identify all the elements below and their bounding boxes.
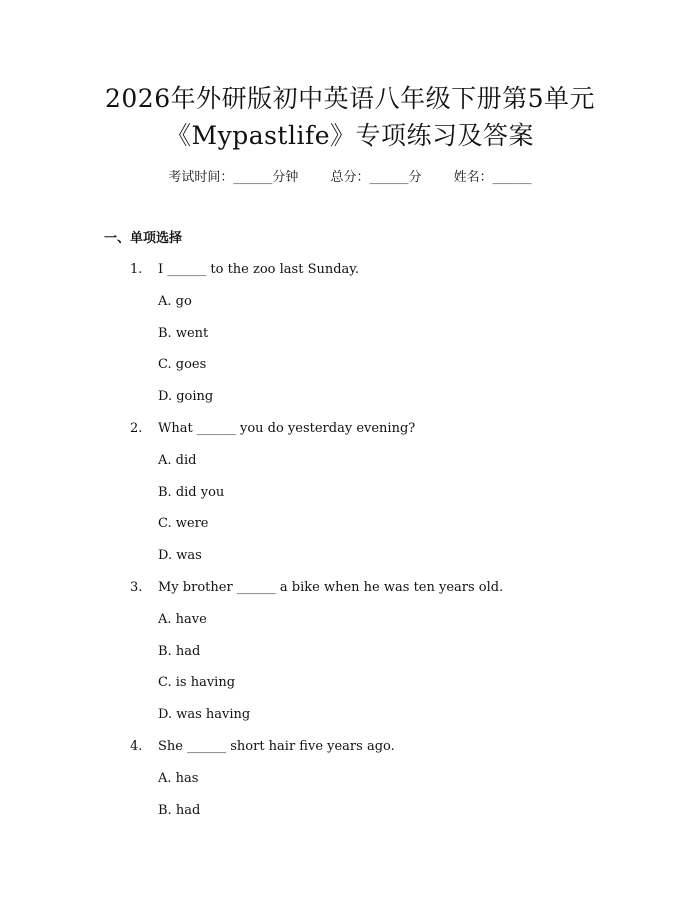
option-line bbox=[0, 704, 700, 736]
option-a: A. has bbox=[158, 770, 199, 786]
document-title-line-1: 2026年外研版初中英语八年级下册第5单元 bbox=[104, 84, 596, 113]
exam-total-score: 总分：______分 bbox=[330, 170, 422, 185]
option-line bbox=[0, 323, 700, 355]
question bbox=[0, 736, 700, 831]
option-a: A. go bbox=[158, 293, 192, 309]
option-line bbox=[0, 672, 700, 704]
option-d: D. was bbox=[158, 548, 202, 564]
document-title-line-2: 《Mypastlife》专项练习及答案 bbox=[165, 121, 535, 150]
question-number: 2. bbox=[130, 420, 143, 436]
option-line bbox=[0, 291, 700, 323]
option-line bbox=[0, 450, 700, 482]
question-number: 1. bbox=[130, 262, 143, 277]
question-line bbox=[0, 418, 700, 450]
option-d: D. going bbox=[158, 389, 214, 405]
question bbox=[0, 259, 700, 418]
option-line bbox=[0, 609, 700, 641]
option-c: C. is having bbox=[158, 675, 236, 691]
option-b: B. had bbox=[158, 643, 201, 659]
student-name: 姓名：______ bbox=[453, 170, 532, 185]
question bbox=[0, 577, 700, 736]
option-line bbox=[0, 768, 700, 800]
option-line bbox=[0, 482, 700, 514]
option-b: B. did you bbox=[158, 484, 225, 500]
option-line bbox=[0, 641, 700, 673]
question-text: What ______ you do yesterday evening? bbox=[158, 420, 416, 436]
option-c: C. were bbox=[158, 516, 209, 532]
option-line bbox=[0, 354, 700, 386]
exam-time: 考试时间：______分钟 bbox=[168, 170, 299, 185]
option-a: A. did bbox=[158, 452, 197, 468]
option-d: D. was having bbox=[158, 707, 251, 723]
question-text: She ______ short hair five years ago. bbox=[158, 738, 395, 754]
option-c: C. goes bbox=[158, 357, 207, 373]
question bbox=[0, 418, 700, 577]
question-line bbox=[0, 736, 700, 768]
question-text: I ______ to the zoo last Sunday. bbox=[158, 262, 360, 277]
question-line bbox=[0, 259, 700, 291]
option-line bbox=[0, 545, 700, 577]
section-title: 一、单项选择 bbox=[104, 231, 183, 246]
option-b: B. had bbox=[158, 802, 201, 818]
option-line bbox=[0, 513, 700, 545]
question-number: 4. bbox=[130, 738, 143, 754]
option-b: B. went bbox=[158, 325, 209, 341]
question-text: My brother ______ a bike when he was ten years old. bbox=[158, 579, 504, 595]
option-line bbox=[0, 800, 700, 832]
question-number: 3. bbox=[130, 579, 143, 595]
question-list bbox=[0, 259, 700, 831]
option-line bbox=[0, 386, 700, 418]
question-line bbox=[0, 577, 700, 609]
option-a: A. have bbox=[158, 611, 207, 627]
exam-meta bbox=[0, 168, 700, 188]
